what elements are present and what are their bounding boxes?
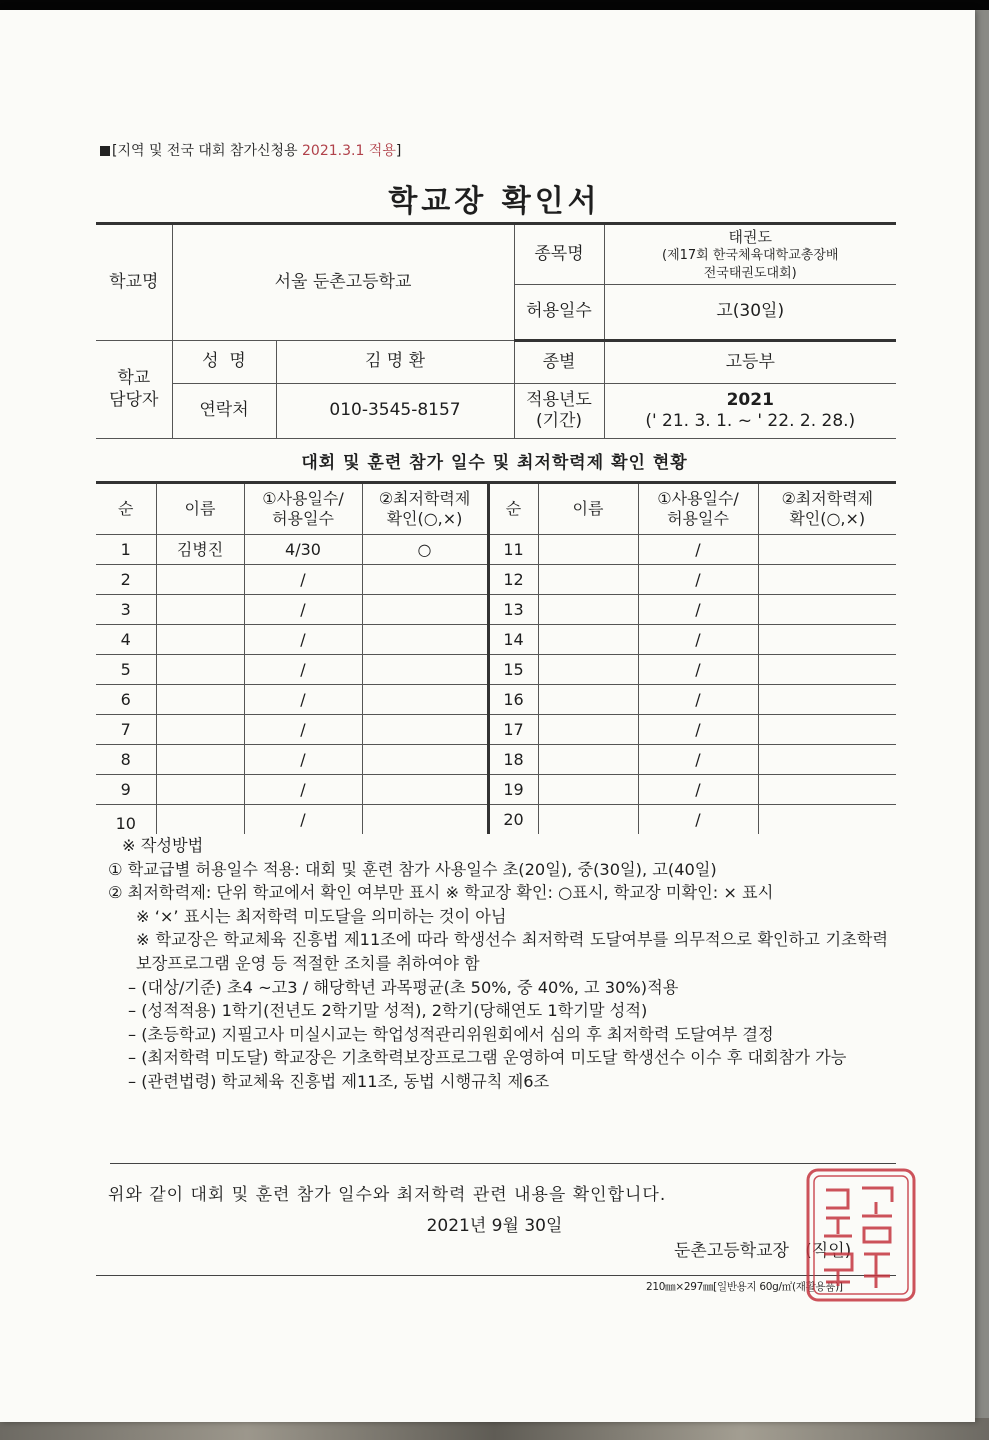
staff-label: [96, 341, 172, 439]
row-days-left: /: [244, 805, 362, 835]
row-min-right: [758, 745, 896, 775]
row-name-right: [538, 535, 638, 565]
row-num-left: 9: [96, 775, 156, 805]
table-row: [96, 565, 896, 595]
year-value-cell: [604, 384, 896, 439]
header-days: [244, 483, 362, 535]
square-bullet-icon: [100, 146, 110, 156]
header-name-right: 이름: [538, 483, 638, 535]
row-min-right: [758, 535, 896, 565]
row-min-left: [362, 745, 488, 775]
category-value: 고등부: [604, 341, 896, 384]
row-num-left: 6: [96, 685, 156, 715]
row-name-left: [156, 565, 244, 595]
row-min-left: [362, 685, 488, 715]
note-suffix: ]: [395, 143, 402, 159]
row-days-left: /: [244, 595, 362, 625]
row-days-right: /: [638, 685, 758, 715]
row-min-right: [758, 685, 896, 715]
row-name-right: [538, 685, 638, 715]
row-days-right: /: [638, 655, 758, 685]
instructions: [108, 834, 898, 1094]
row-days-left: 4/30: [244, 535, 362, 565]
event-value: [604, 224, 896, 285]
section-title: 대회 및 훈련 참가 일수 및 최저학력제 확인 현황: [301, 453, 688, 473]
table-row: [96, 715, 896, 745]
row-num-left: 8: [96, 745, 156, 775]
allowed-days-value: 고(30일): [604, 285, 896, 341]
header-num-right: 순: [488, 483, 538, 535]
instructions-heading: ※ 작성방법: [122, 836, 204, 855]
instruction-detail-5: – (관련법령) 학교체육 진흥법 제11조, 동법 시행규칙 제6조: [128, 1071, 550, 1091]
table-row: [96, 625, 896, 655]
paper-spec: 210㎜×297㎜[일반용지 60g/㎡(재활용품)]: [646, 1281, 843, 1293]
event-line-2: (제17회 한국체육대학교총장배: [662, 248, 839, 264]
name-value: 김 명 환: [276, 341, 514, 384]
row-days-right: /: [638, 535, 758, 565]
footer-divider: [96, 1275, 896, 1276]
instruction-detail-2: – (성적적용) 1학기(전년도 2학기말 성적), 2학기(당해연도 1학기말 성적): [128, 1001, 648, 1021]
row-num-left: 10: [96, 805, 156, 835]
year-value: 2021: [726, 389, 774, 410]
row-name-left: [156, 625, 244, 655]
contact-label: 연락처: [172, 384, 276, 439]
row-num-left: 5: [96, 655, 156, 685]
row-days-right: /: [638, 745, 758, 775]
staff-label-line-2: 담당자: [109, 389, 159, 410]
row-name-left: [156, 655, 244, 685]
school-value: 서울 둔촌고등학교: [172, 224, 514, 341]
header-min-right-line-1: ②최저학력제: [781, 489, 874, 508]
row-num-right: 12: [488, 565, 538, 595]
row-num-left: 7: [96, 715, 156, 745]
row-min-left: [362, 715, 488, 745]
row-num-right: 15: [488, 655, 538, 685]
instruction-note-1: ※ ‘×’ 표시는 최저학력 미도달을 의미하는 것이 아님: [136, 906, 507, 926]
page-title: 학교장 확인서: [388, 184, 601, 219]
year-label-line-1: 적용년도: [526, 389, 592, 410]
row-name-right: [538, 595, 638, 625]
table-row: [96, 655, 896, 685]
header-days-right-line-2: 허용일수: [667, 509, 729, 528]
row-name-left: [156, 745, 244, 775]
row-min-right: [758, 625, 896, 655]
top-bar: [0, 0, 989, 10]
row-name-right: [538, 625, 638, 655]
table-row: [96, 745, 896, 775]
row-min-right: [758, 775, 896, 805]
row-min-right: [758, 565, 896, 595]
contact-value: 010-3545-8157: [276, 384, 514, 439]
row-name-right: [538, 715, 638, 745]
row-name-left: [156, 685, 244, 715]
row-min-right: [758, 805, 896, 835]
row-num-right: 19: [488, 775, 538, 805]
row-num-right: 18: [488, 745, 538, 775]
school-label: 학교명: [96, 224, 172, 341]
table-row: [96, 595, 896, 625]
header-days-right: [638, 483, 758, 535]
instruction-item-2: ② 최저학력제: 단위 학교에서 확인 여부만 표시 ※ 학교장 확인: ○표시, 학교장 미확인: × 표시: [108, 883, 774, 903]
info-table: [96, 222, 896, 439]
header-min-line-2: 확인(○,×): [386, 509, 463, 528]
row-num-right: 16: [488, 685, 538, 715]
row-name-right: [538, 565, 638, 595]
event-label: 종목명: [514, 224, 604, 285]
row-min-left: [362, 625, 488, 655]
instruction-detail-1: – (대상/기준) 초4 ~고3 / 해당학년 과목평균(초 50%, 중 40%, 고 30%)적용: [128, 977, 679, 997]
allowed-days-label: 허용일수: [514, 285, 604, 341]
divider-line: [110, 1163, 896, 1164]
row-name-left: [156, 595, 244, 625]
period-value: (' 21. 3. 1. ~ ' 22. 2. 28.): [645, 411, 856, 431]
row-min-left: [362, 775, 488, 805]
row-name-left: [156, 715, 244, 745]
category-label: 종별: [514, 341, 604, 384]
row-num-right: 13: [488, 595, 538, 625]
confirmation-text: 위와 같이 대회 및 훈련 참가 일수와 최저학력 관련 내용을 확인합니다.: [108, 1185, 667, 1205]
row-num-left: 3: [96, 595, 156, 625]
row-name-left: [156, 805, 244, 835]
row-name-right: [538, 805, 638, 835]
event-line-1: 태권도: [728, 227, 772, 246]
instruction-detail-4: – (최저학력 미도달) 학교장은 기초학력보장프로그램 운영하여 미도달 학생선수 이수 후 대회참가 가능: [128, 1048, 847, 1068]
year-label: [514, 384, 604, 439]
row-name-left: 김병진: [156, 535, 244, 565]
row-num-right: 17: [488, 715, 538, 745]
row-days-left: /: [244, 775, 362, 805]
school-seal-stamp: [804, 1166, 918, 1304]
table-row: [96, 775, 896, 805]
row-days-right: /: [638, 805, 758, 835]
table-row: [96, 685, 896, 715]
name-label: 성 명: [172, 341, 276, 384]
row-min-right: [758, 655, 896, 685]
row-name-right: [538, 775, 638, 805]
header-min: [362, 483, 488, 535]
header-min-line-1: ②최저학력제: [378, 489, 471, 508]
row-num-right: 14: [488, 625, 538, 655]
row-min-left: ○: [362, 535, 488, 565]
row-num-left: 1: [96, 535, 156, 565]
table-row: [96, 535, 896, 565]
header-days-line-2: 허용일수: [272, 509, 334, 528]
row-name-right: [538, 745, 638, 775]
row-days-right: /: [638, 595, 758, 625]
row-num-right: 20: [488, 805, 538, 835]
row-name-left: [156, 775, 244, 805]
note-prefix: [지역 및 전국 대회 참가신청용: [112, 143, 303, 159]
header-min-right: [758, 483, 896, 535]
instruction-note-2: ※ 학교장은 학교체육 진흥법 제11조에 따라 학생선수 최저학력 도달여부를 의무적으로 확인하고 기초학력보장프로그램 운영 등 적절한 조치를 취하여야 함: [136, 930, 888, 973]
participation-table: [96, 481, 896, 834]
row-min-left: [362, 595, 488, 625]
table-row: [96, 805, 896, 835]
header-name: 이름: [156, 483, 244, 535]
row-days-right: /: [638, 565, 758, 595]
header-days-right-line-1: ①사용일수/: [657, 489, 739, 508]
instruction-item-1: ① 학교급별 허용일수 적용: 대회 및 훈련 참가 사용일수 초(20일), 중(30일), 고(40일): [108, 859, 717, 879]
header-days-line-1: ①사용일수/: [262, 489, 344, 508]
row-days-left: /: [244, 745, 362, 775]
row-days-right: /: [638, 625, 758, 655]
note-date: 2021.3.1 적용: [302, 143, 396, 159]
row-num-left: 2: [96, 565, 156, 595]
row-min-right: [758, 595, 896, 625]
document-date: 2021년 9월 30일: [426, 1216, 563, 1236]
row-min-left: [362, 805, 488, 835]
row-days-left: /: [244, 655, 362, 685]
event-line-3: 전국태권도대회): [703, 265, 797, 281]
row-num-right: 11: [488, 535, 538, 565]
row-name-right: [538, 655, 638, 685]
row-min-left: [362, 565, 488, 595]
row-min-right: [758, 715, 896, 745]
row-days-left: /: [244, 565, 362, 595]
row-days-right: /: [638, 775, 758, 805]
header-num: 순: [96, 483, 156, 535]
signer: 둔촌고등학교장 (직인): [674, 1241, 852, 1261]
header-min-right-line-2: 확인(○,×): [789, 509, 866, 528]
row-days-right: /: [638, 715, 758, 745]
row-days-left: /: [244, 715, 362, 745]
row-days-left: /: [244, 625, 362, 655]
form-usage-note: [100, 140, 401, 160]
year-label-line-2: (기간): [535, 411, 583, 431]
instruction-detail-3: – (초등학교) 지필고사 미실시교는 학업성적관리위원회에서 심의 후 최저학력 도달여부 결정: [128, 1024, 774, 1044]
row-min-left: [362, 655, 488, 685]
row-num-left: 4: [96, 625, 156, 655]
row-days-left: /: [244, 685, 362, 715]
staff-label-line-1: 학교: [117, 368, 151, 389]
